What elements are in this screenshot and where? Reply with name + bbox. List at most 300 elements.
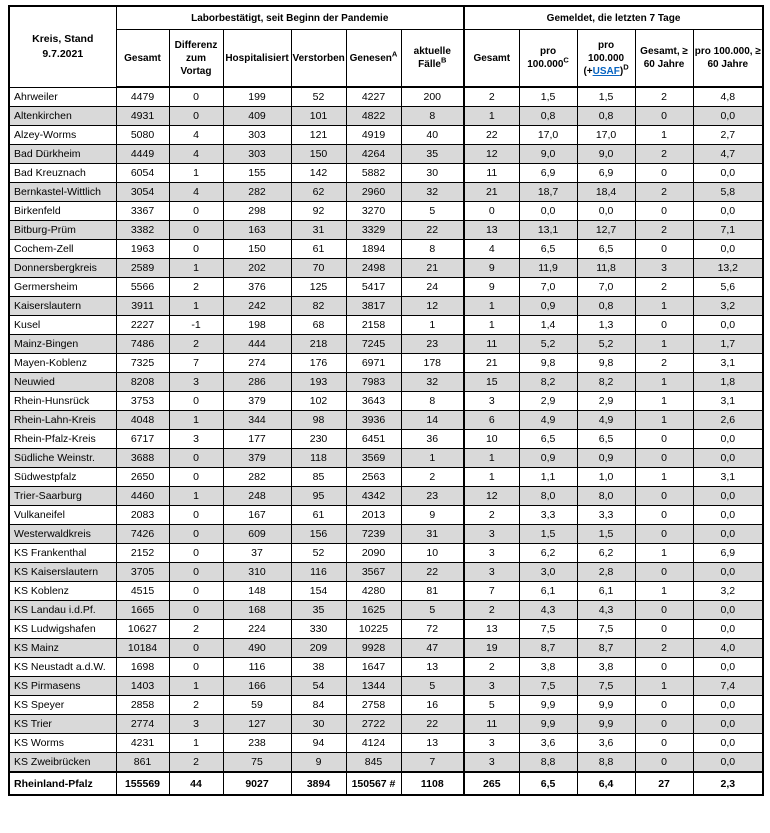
value-cell: 5882 <box>346 164 401 183</box>
value-cell: 1894 <box>346 240 401 259</box>
value-cell: 9 <box>401 506 464 525</box>
value-cell: 1,7 <box>693 335 763 354</box>
value-cell: 92 <box>291 202 346 221</box>
value-cell: 3817 <box>346 297 401 316</box>
footnote-marker: B <box>440 55 447 65</box>
table-row <box>9 221 763 240</box>
value-cell: 3054 <box>116 183 169 202</box>
value-cell: 1 <box>635 373 693 392</box>
value-cell: 379 <box>223 449 291 468</box>
value-cell: 37 <box>223 544 291 563</box>
column-header-row <box>9 30 763 88</box>
value-cell: 150 <box>223 240 291 259</box>
value-cell: 7 <box>401 753 464 773</box>
value-cell: 17,0 <box>577 126 635 145</box>
value-cell: 1 <box>464 449 519 468</box>
value-cell: 19 <box>464 639 519 658</box>
value-cell: 85 <box>291 468 346 487</box>
value-cell: 75 <box>223 753 291 773</box>
value-cell: 150 <box>291 145 346 164</box>
value-cell: 118 <box>291 449 346 468</box>
value-cell: 11 <box>464 335 519 354</box>
value-cell: 2,7 <box>693 126 763 145</box>
value-cell: 3,3 <box>519 506 577 525</box>
value-cell: 2 <box>635 221 693 240</box>
value-cell: 21 <box>401 259 464 278</box>
value-cell: 4 <box>169 145 223 164</box>
value-cell: 1 <box>635 392 693 411</box>
value-cell: 3569 <box>346 449 401 468</box>
value-cell: 31 <box>401 525 464 544</box>
value-cell: 2 <box>169 696 223 715</box>
value-cell: 44 <box>169 772 223 795</box>
value-cell: 0 <box>169 601 223 620</box>
value-cell: 2 <box>635 639 693 658</box>
value-cell: 2 <box>635 354 693 373</box>
value-cell: 2090 <box>346 544 401 563</box>
value-cell: 1 <box>464 468 519 487</box>
value-cell: 102 <box>291 392 346 411</box>
value-cell: 1698 <box>116 658 169 677</box>
value-cell: 3 <box>464 525 519 544</box>
value-cell: 0,0 <box>693 316 763 335</box>
value-cell: 35 <box>291 601 346 620</box>
value-cell: 2 <box>464 506 519 525</box>
corner-header <box>9 6 116 87</box>
value-cell: 3329 <box>346 221 401 240</box>
table-row <box>9 639 763 658</box>
value-cell: 23 <box>401 335 464 354</box>
value-cell: 72 <box>401 620 464 639</box>
value-cell: 0,0 <box>693 107 763 126</box>
table-row <box>9 563 763 582</box>
value-cell: 4479 <box>116 87 169 107</box>
value-cell: 4280 <box>346 582 401 601</box>
value-cell: 1 <box>401 449 464 468</box>
value-cell: 18,4 <box>577 183 635 202</box>
value-cell: 2227 <box>116 316 169 335</box>
value-cell: 3 <box>464 753 519 773</box>
value-cell: 199 <box>223 87 291 107</box>
footnote-marker: C <box>563 55 569 65</box>
value-cell: 98 <box>291 411 346 430</box>
kreis-name-cell: Ahrweiler <box>9 87 116 107</box>
table-row <box>9 582 763 601</box>
value-cell: 0 <box>169 525 223 544</box>
value-cell: 198 <box>223 316 291 335</box>
value-cell: 376 <box>223 278 291 297</box>
value-cell: 0 <box>169 506 223 525</box>
value-cell: 6,5 <box>519 240 577 259</box>
kreis-name-cell: Kaiserslautern <box>9 297 116 316</box>
value-cell: 0 <box>635 107 693 126</box>
value-cell: 209 <box>291 639 346 658</box>
value-cell: 4,9 <box>577 411 635 430</box>
value-cell: 1 <box>169 411 223 430</box>
value-cell: 224 <box>223 620 291 639</box>
value-cell: 4,0 <box>693 639 763 658</box>
value-cell: 303 <box>223 126 291 145</box>
value-cell: 2 <box>169 278 223 297</box>
value-cell: 1 <box>169 259 223 278</box>
value-cell: 5,2 <box>577 335 635 354</box>
value-cell: 3,1 <box>693 468 763 487</box>
value-cell: 2960 <box>346 183 401 202</box>
value-cell: 1 <box>635 297 693 316</box>
value-cell: 9,9 <box>519 696 577 715</box>
table-row <box>9 487 763 506</box>
value-cell: 2,8 <box>577 563 635 582</box>
usaf-link[interactable]: USAF <box>592 65 620 77</box>
value-cell: 0 <box>169 392 223 411</box>
value-cell: 12 <box>464 145 519 164</box>
value-cell: 47 <box>401 639 464 658</box>
value-cell: 2013 <box>346 506 401 525</box>
kreis-name-cell: Kusel <box>9 316 116 335</box>
value-cell: 5 <box>464 696 519 715</box>
value-cell: 9 <box>464 259 519 278</box>
value-cell: 7,4 <box>693 677 763 696</box>
value-cell: 1 <box>635 677 693 696</box>
value-cell: 167 <box>223 506 291 525</box>
value-cell: 61 <box>291 240 346 259</box>
value-cell: 2,9 <box>577 392 635 411</box>
value-cell: 14 <box>401 411 464 430</box>
value-cell: 13,2 <box>693 259 763 278</box>
value-cell: 3911 <box>116 297 169 316</box>
value-cell: 2758 <box>346 696 401 715</box>
value-cell: 24 <box>401 278 464 297</box>
value-cell: 5080 <box>116 126 169 145</box>
value-cell: 0,0 <box>693 164 763 183</box>
value-cell: 0,0 <box>693 430 763 449</box>
value-cell: 6,5 <box>577 430 635 449</box>
value-cell: 22 <box>401 563 464 582</box>
value-cell: 6,2 <box>577 544 635 563</box>
value-cell: 1647 <box>346 658 401 677</box>
value-cell: 10627 <box>116 620 169 639</box>
value-cell: 3 <box>464 392 519 411</box>
kreis-name-cell: Birkenfeld <box>9 202 116 221</box>
table-row <box>9 753 763 773</box>
value-cell: 5,8 <box>693 183 763 202</box>
value-cell: 1963 <box>116 240 169 259</box>
value-cell: 1403 <box>116 677 169 696</box>
value-cell: 9,9 <box>577 696 635 715</box>
value-cell: 3382 <box>116 221 169 240</box>
group-header-laborbestaetigt: Laborbestätigt, seit Beginn der Pandemie <box>116 6 464 30</box>
value-cell: 27 <box>635 772 693 795</box>
value-cell: 8,7 <box>519 639 577 658</box>
value-cell: 7426 <box>116 525 169 544</box>
value-cell: 0,0 <box>693 487 763 506</box>
value-cell: 2650 <box>116 468 169 487</box>
value-cell: 81 <box>401 582 464 601</box>
value-cell: 3 <box>464 677 519 696</box>
table-row <box>9 430 763 449</box>
value-cell: 0 <box>635 525 693 544</box>
value-cell: 0 <box>635 430 693 449</box>
value-cell: 5566 <box>116 278 169 297</box>
value-cell: 82 <box>291 297 346 316</box>
value-cell: 7,1 <box>693 221 763 240</box>
value-cell: 6054 <box>116 164 169 183</box>
value-cell: 8,2 <box>519 373 577 392</box>
value-cell: 0,0 <box>693 449 763 468</box>
value-cell: 8,2 <box>577 373 635 392</box>
value-cell: 2158 <box>346 316 401 335</box>
covid-district-table <box>8 5 764 796</box>
col-header-pro-100000: pro $100.000^C$ <box>519 30 577 88</box>
value-cell: 0,0 <box>693 506 763 525</box>
value-cell: 6 <box>464 411 519 430</box>
value-cell: 0,0 <box>693 601 763 620</box>
value-cell: 0 <box>464 202 519 221</box>
value-cell: 11 <box>464 164 519 183</box>
value-cell: 0,8 <box>519 107 577 126</box>
kreis-name-cell: Altenkirchen <box>9 107 116 126</box>
value-cell: 0 <box>635 316 693 335</box>
value-cell: 10225 <box>346 620 401 639</box>
corner-line2: 9.7.2021 <box>42 47 84 60</box>
value-cell: 0,0 <box>693 696 763 715</box>
value-cell: 265 <box>464 772 519 795</box>
value-cell: 7486 <box>116 335 169 354</box>
value-cell: 2 <box>464 87 519 107</box>
table-row <box>9 335 763 354</box>
value-cell: 0 <box>635 563 693 582</box>
value-cell: 1,3 <box>577 316 635 335</box>
value-cell: 3688 <box>116 449 169 468</box>
value-cell: 2589 <box>116 259 169 278</box>
value-cell: 70 <box>291 259 346 278</box>
value-cell: 3,0 <box>519 563 577 582</box>
value-cell: 218 <box>291 335 346 354</box>
value-cell: 3 <box>464 734 519 753</box>
total-row <box>9 772 763 795</box>
value-cell: 1 <box>169 677 223 696</box>
value-cell: 22 <box>464 126 519 145</box>
value-cell: 3 <box>169 373 223 392</box>
value-cell: 0,0 <box>693 753 763 773</box>
value-cell: 0,0 <box>693 734 763 753</box>
value-cell: 4460 <box>116 487 169 506</box>
table-row <box>9 240 763 259</box>
value-cell: 7245 <box>346 335 401 354</box>
value-cell: 9,8 <box>577 354 635 373</box>
kreis-name-cell: Cochem-Zell <box>9 240 116 259</box>
value-cell: 3,6 <box>577 734 635 753</box>
col-header-pro-100000-60-jahre: pro 100.000, ≥ 60 Jahre <box>693 30 763 88</box>
value-cell: 178 <box>401 354 464 373</box>
value-cell: 4,9 <box>519 411 577 430</box>
value-cell: 7,5 <box>519 620 577 639</box>
value-cell: 3,8 <box>577 658 635 677</box>
value-cell: 274 <box>223 354 291 373</box>
kreis-name-cell: KS Koblenz <box>9 582 116 601</box>
value-cell: 2,3 <box>693 772 763 795</box>
value-cell: 62 <box>291 183 346 202</box>
value-cell: 5417 <box>346 278 401 297</box>
value-cell: 3,2 <box>693 582 763 601</box>
value-cell: 1,5 <box>519 525 577 544</box>
value-cell: 2 <box>401 468 464 487</box>
value-cell: 3 <box>169 430 223 449</box>
value-cell: 298 <box>223 202 291 221</box>
kreis-name-cell: KS Landau i.d.Pf. <box>9 601 116 620</box>
value-cell: 155569 <box>116 772 169 795</box>
value-cell: 2 <box>169 335 223 354</box>
value-cell: 4,8 <box>693 87 763 107</box>
value-cell: 9,0 <box>519 145 577 164</box>
kreis-name-cell: KS Zweibrücken <box>9 753 116 773</box>
kreis-name-cell: Rhein-Hunsrück <box>9 392 116 411</box>
value-cell: 21 <box>464 354 519 373</box>
value-cell: 0,0 <box>693 202 763 221</box>
col-header-gesamt-7-tage: Gesamt <box>464 30 519 88</box>
value-cell: 8,0 <box>519 487 577 506</box>
value-cell: 0 <box>635 487 693 506</box>
value-cell: 1 <box>635 544 693 563</box>
value-cell: 8,0 <box>577 487 635 506</box>
kreis-name-cell: Trier-Saarburg <box>9 487 116 506</box>
value-cell: 0 <box>635 449 693 468</box>
table-row <box>9 734 763 753</box>
value-cell: 1 <box>401 316 464 335</box>
value-cell: 13,1 <box>519 221 577 240</box>
kreis-name-cell: Mayen-Koblenz <box>9 354 116 373</box>
value-cell: 200 <box>401 87 464 107</box>
value-cell: 4 <box>169 126 223 145</box>
value-cell: 3,6 <box>519 734 577 753</box>
value-cell: 330 <box>291 620 346 639</box>
value-cell: 150567 # <box>346 772 401 795</box>
value-cell: 1,5 <box>519 87 577 107</box>
value-cell: 13 <box>464 221 519 240</box>
value-cell: 2 <box>635 145 693 164</box>
group-header-gemeldet-7-tage: Gemeldet, die letzten 7 Tage <box>464 6 763 30</box>
value-cell: -1 <box>169 316 223 335</box>
value-cell: 2 <box>635 278 693 297</box>
value-cell: 0,0 <box>693 563 763 582</box>
table-row <box>9 297 763 316</box>
value-cell: 230 <box>291 430 346 449</box>
value-cell: 9,0 <box>577 145 635 164</box>
value-cell: 9 <box>291 753 346 773</box>
value-cell: 6451 <box>346 430 401 449</box>
value-cell: 11,9 <box>519 259 577 278</box>
value-cell: 17,0 <box>519 126 577 145</box>
value-cell: 0 <box>635 202 693 221</box>
value-cell: 0,0 <box>693 240 763 259</box>
value-cell: 22 <box>401 715 464 734</box>
value-cell: 4919 <box>346 126 401 145</box>
value-cell: 9,8 <box>519 354 577 373</box>
corner-line1: Kreis, Stand <box>32 33 94 46</box>
value-cell: 142 <box>291 164 346 183</box>
value-cell: 155 <box>223 164 291 183</box>
value-cell: 4342 <box>346 487 401 506</box>
value-cell: 0 <box>635 753 693 773</box>
value-cell: 6,2 <box>519 544 577 563</box>
value-cell: 0,0 <box>693 658 763 677</box>
value-cell: 125 <box>291 278 346 297</box>
value-cell: 15 <box>464 373 519 392</box>
kreis-name-cell: Neuwied <box>9 373 116 392</box>
value-cell: 5 <box>401 677 464 696</box>
value-cell: 61 <box>291 506 346 525</box>
value-cell: 7 <box>169 354 223 373</box>
group-header-row <box>9 6 763 30</box>
kreis-name-cell: Rhein-Pfalz-Kreis <box>9 430 116 449</box>
value-cell: 30 <box>401 164 464 183</box>
value-cell: 0,0 <box>577 202 635 221</box>
value-cell: 193 <box>291 373 346 392</box>
value-cell: 8 <box>401 107 464 126</box>
value-cell: 3567 <box>346 563 401 582</box>
value-cell: 1 <box>635 468 693 487</box>
value-cell: 0 <box>169 544 223 563</box>
table-row <box>9 107 763 126</box>
table-footer <box>9 772 763 795</box>
value-cell: 36 <box>401 430 464 449</box>
table-row <box>9 715 763 734</box>
value-cell: 2 <box>169 620 223 639</box>
value-cell: 1 <box>169 487 223 506</box>
value-cell: 0 <box>169 202 223 221</box>
value-cell: 0 <box>169 449 223 468</box>
value-cell: 6,1 <box>519 582 577 601</box>
value-cell: 7325 <box>116 354 169 373</box>
value-cell: 3 <box>464 544 519 563</box>
value-cell: 0,8 <box>577 297 635 316</box>
value-cell: 0 <box>635 658 693 677</box>
value-cell: 0 <box>169 582 223 601</box>
value-cell: 52 <box>291 544 346 563</box>
value-cell: 8,7 <box>577 639 635 658</box>
total-name-cell: Rheinland-Pfalz <box>9 772 116 795</box>
value-cell: 0 <box>169 221 223 240</box>
kreis-name-cell: Mainz-Bingen <box>9 335 116 354</box>
value-cell: 22 <box>401 221 464 240</box>
table-row <box>9 87 763 107</box>
table-row <box>9 696 763 715</box>
value-cell: 861 <box>116 753 169 773</box>
value-cell: 4231 <box>116 734 169 753</box>
table-body <box>9 87 763 772</box>
value-cell: 168 <box>223 601 291 620</box>
value-cell: 10184 <box>116 639 169 658</box>
value-cell: 127 <box>223 715 291 734</box>
value-cell: 0 <box>635 506 693 525</box>
value-cell: 0 <box>169 107 223 126</box>
value-cell: 0 <box>635 715 693 734</box>
value-cell: 3,2 <box>693 297 763 316</box>
value-cell: 4 <box>464 240 519 259</box>
footnote-marker: D <box>623 62 629 72</box>
value-cell: 5,6 <box>693 278 763 297</box>
col-header-gesamt-60-jahre: Gesamt, ≥ 60 Jahre <box>635 30 693 88</box>
value-cell: 4931 <box>116 107 169 126</box>
value-cell: 1,1 <box>519 468 577 487</box>
kreis-name-cell: Bad Kreuznach <box>9 164 116 183</box>
value-cell: 3753 <box>116 392 169 411</box>
value-cell: 10 <box>401 544 464 563</box>
value-cell: 0,9 <box>519 297 577 316</box>
value-cell: 2 <box>169 753 223 773</box>
value-cell: 9928 <box>346 639 401 658</box>
value-cell: 116 <box>223 658 291 677</box>
